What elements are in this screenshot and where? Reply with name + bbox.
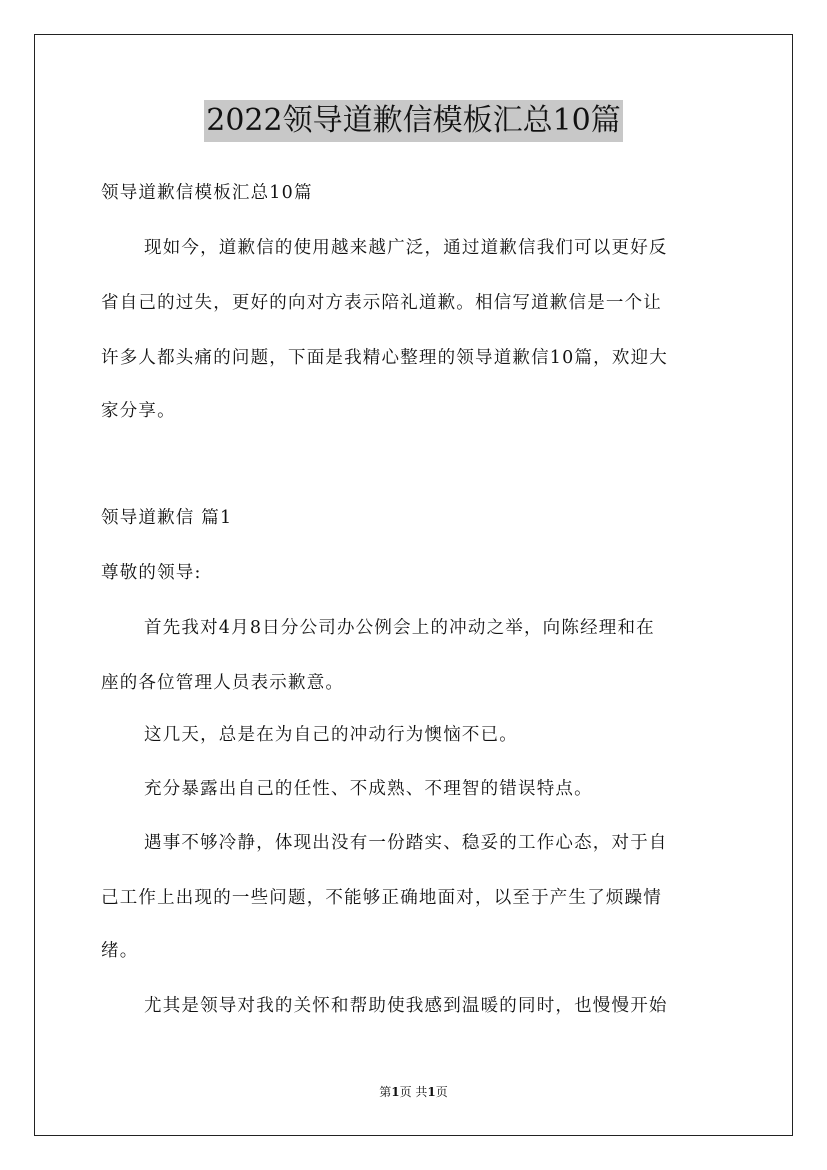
intro-line-3: 许多人都头痛的问题，下面是我精心整理的领导道歉信10篇，欢迎大 [101, 348, 668, 368]
footer-page-suffix: 页 [435, 1085, 448, 1099]
body-line-3: 这几天，总是在为自己的冲动行为懊恼不已。 [144, 725, 518, 745]
body-line-2: 座的各位管理人员表示歉意。 [101, 673, 345, 693]
body-line-8: 尤其是领导对我的关怀和帮助使我感到温暖的同时，也慢慢开始 [144, 996, 668, 1016]
body-line-7: 绪。 [101, 941, 139, 961]
document-title: 2022领导道歉信模板汇总10篇 [204, 100, 623, 142]
footer-page-mid: 页 共 [399, 1085, 428, 1099]
document-subtitle: 领导道歉信模板汇总10篇 [101, 183, 313, 203]
footer-page-number: 1 [391, 1085, 400, 1099]
body-line-6: 己工作上出现的一些问题，不能够正确地面对，以至于产生了烦躁情 [101, 888, 662, 908]
intro-line-1: 现如今，道歉信的使用越来越广泛，通过道歉信我们可以更好反 [144, 238, 668, 258]
title-wrap [0, 100, 827, 142]
footer-page-prefix: 第 [379, 1085, 392, 1099]
section-heading: 领导道歉信 篇1 [101, 508, 233, 528]
body-line-4: 充分暴露出自己的任性、不成熟、不理智的错误特点。 [144, 779, 593, 799]
body-line-5: 遇事不够冷静，体现出没有一份踏实、稳妥的工作心态，对于自 [144, 833, 668, 853]
salutation: 尊敬的领导: [101, 563, 202, 583]
intro-line-4: 家分享。 [101, 401, 176, 421]
body-line-1: 首先我对4月8日分公司办公例会上的冲动之举，向陈经理和在 [144, 618, 655, 638]
page-footer [0, 1084, 827, 1100]
footer-page-total: 1 [427, 1085, 436, 1099]
intro-line-2: 省自己的过失，更好的向对方表示陪礼道歉。相信写道歉信是一个让 [101, 293, 662, 313]
